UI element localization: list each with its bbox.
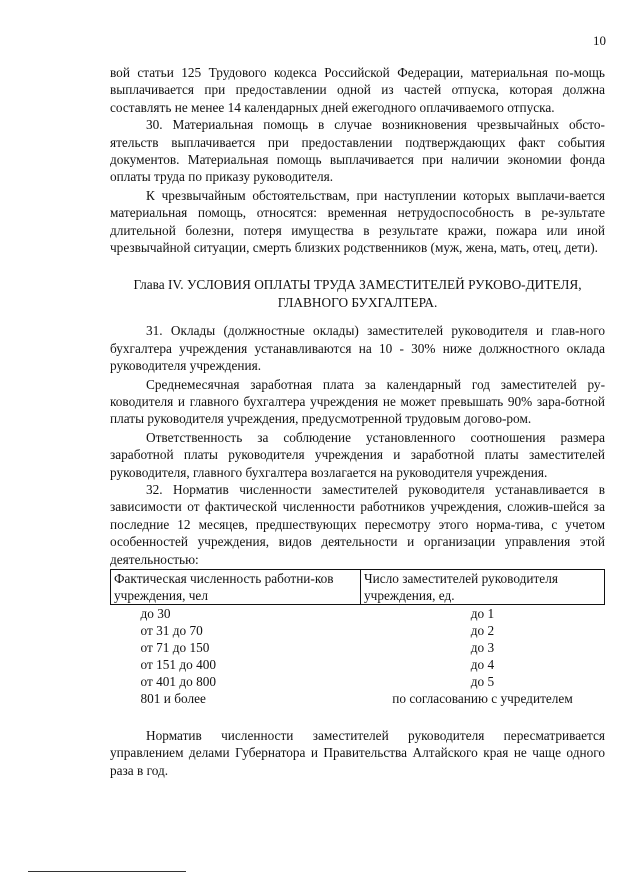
chapter-title: Глава IV. УСЛОВИЯ ОПЛАТЫ ТРУДА ЗАМЕСТИТЕЛЕЙ РУКОВО-ДИТЕЛЯ, ГЛАВНОГО БУХГАЛТЕРА. (133, 277, 582, 310)
deputies-norm-table (110, 569, 605, 707)
paragraph-31: 31. Оклады (должностные оклады) заместителей руководителя и глав-ного бухгалтера учреждения устанавливаются на 10 - 30% ниже должностного оклада руководителя учреждения. (110, 323, 605, 374)
table-cell-staff: от 31 до 70 (140, 622, 203, 638)
table-cell-deputies: до 4 (470, 656, 495, 672)
table-cell-staff: 801 и более (140, 690, 206, 706)
table-row (111, 639, 605, 656)
table-cell-deputies: до 3 (470, 639, 495, 655)
paragraph-32: 32. Норматив численности заместителей руководителя устанавливается в зависимости от фактической численности работников учреждения, сложив-шейся за последние 12 месяцев, предшествующих пересмотру этого норма-тива, с учетом особенностей учреждения, видов деятельности и организации управления этой деятельностью: (110, 481, 605, 567)
footnote-divider (28, 871, 186, 872)
paragraph-continuation: вой статьи 125 Трудового кодекса Российской Федерации, материальная по-мощь выплачивается при предоставлении одной из частей отпуска, которая должна составлять не менее 14 календарных дней ежегодного оплачиваемого отпуска. (110, 65, 605, 115)
table-cell-deputies: до 1 (470, 605, 495, 621)
paragraph-responsibility: Ответственность за соблюдение установленного соотношения размера заработной платы руководителя учреждения и заработной платы заместителей руководителя, главного бухгалтера возлагается на руководителя учреждения. (110, 429, 605, 480)
paragraph-review: Норматив численности заместителей руководителя пересматривается управлением делами Губернатора и Правительства Алтайского края не чаще одного раза в год. (110, 727, 605, 778)
table-cell-staff: до 30 (140, 605, 171, 621)
table-header-row (111, 569, 605, 604)
table-row (111, 622, 605, 639)
table-row (111, 673, 605, 690)
table-cell-deputies: до 5 (470, 673, 495, 689)
paragraph-emergencies: К чрезвычайным обстоятельствам, при наступлении которых выплачи-вается материальная помощь, относятся: временная нетрудоспособность в ре-зультате длительной болезни, потеря имущества в результате кражи, пожара или иной чрезвычайной ситуации, смерть близких родственников (муж, жена, мать, отец, дети). (110, 187, 605, 256)
table-header-deputies: Число заместителей руководителя учреждения, ед. (361, 569, 605, 604)
document-body (110, 64, 605, 779)
table-cell-deputies: до 2 (470, 622, 495, 638)
table-cell-staff: от 151 до 400 (140, 656, 217, 672)
table-header-staff: Фактическая численность работни-ков учреждения, чел (111, 569, 361, 604)
paragraph-average-salary: Среднемесячная заработная плата за календарный год заместителей ру-ководителя и главного бухгалтера учреждения не может превышать 90% зара-ботной платы руководителя учреждения, предусмотренной трудовым догово-ром. (110, 376, 605, 427)
table-row (111, 690, 605, 707)
paragraph-30: 30. Материальная помощь в случае возникновения чрезвычайных обсто-ятельств выплачивается при предоставлении подтверждающих факт события документов. Материальная помощь выплачивается при наличии экономии фонда оплаты труда по приказу руководителя. (110, 117, 605, 185)
page-number: 10 (593, 33, 606, 48)
table-row (111, 604, 605, 622)
table-cell-staff: от 71 до 150 (140, 639, 210, 655)
table-cell-staff: от 401 до 800 (140, 673, 217, 689)
table-row (111, 656, 605, 673)
table-cell-deputies: по согласованию с учредителем (392, 690, 573, 706)
